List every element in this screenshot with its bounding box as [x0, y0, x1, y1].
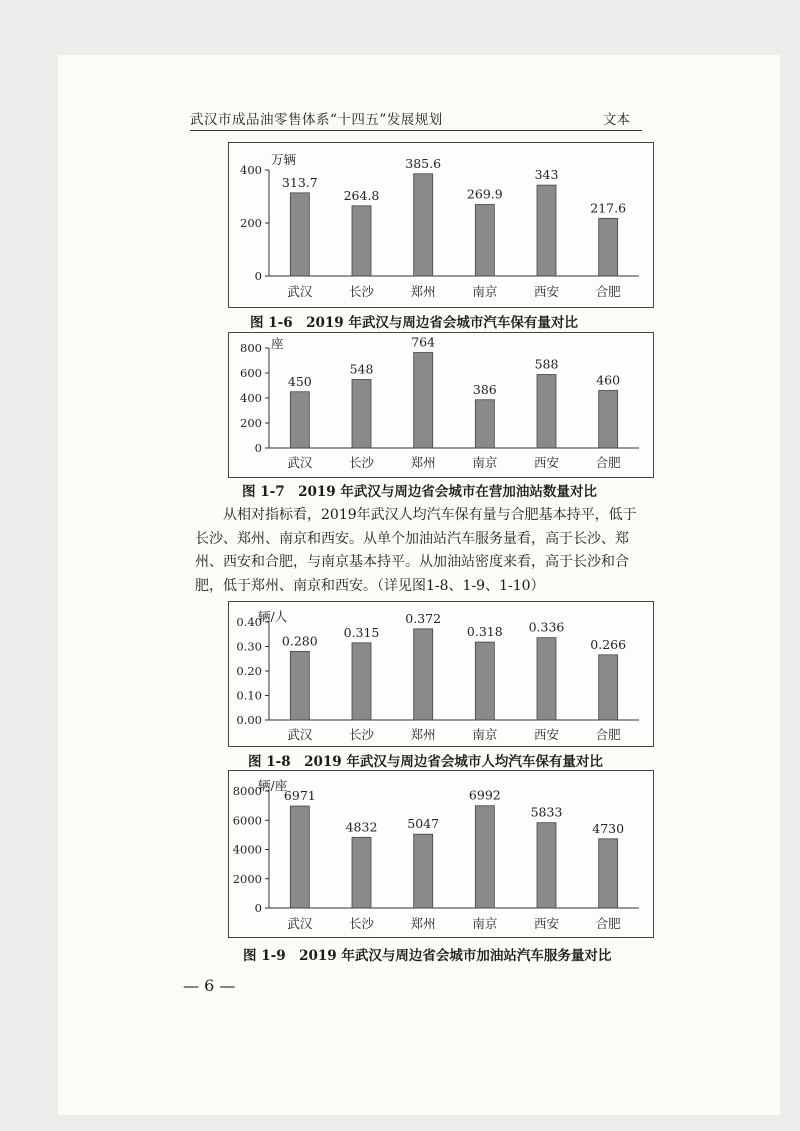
- caption-figure-1-9: 图 1-9 2019 年武汉与周边省会城市加油站汽车服务量对比: [243, 948, 612, 964]
- bar: [537, 375, 556, 449]
- bar: [475, 204, 494, 276]
- bar: [599, 839, 618, 908]
- y-axis-unit: 万辆: [271, 152, 297, 167]
- data-label: 6992: [468, 787, 501, 803]
- bar: [352, 380, 371, 449]
- bar: [290, 651, 309, 720]
- y-tick-label: 600: [240, 366, 262, 380]
- bar: [599, 391, 618, 449]
- bar: [290, 392, 309, 448]
- bar: [537, 823, 556, 908]
- data-label: 0.315: [343, 624, 380, 640]
- bar: [290, 806, 309, 908]
- bar: [290, 193, 309, 276]
- x-category-label: 长沙: [348, 916, 375, 931]
- x-category-label: 西安: [533, 727, 560, 742]
- x-category-label: 西安: [533, 455, 560, 470]
- x-category-label: 郑州: [410, 727, 436, 742]
- y-tick-label: 0.30: [236, 639, 262, 654]
- chart-vehicles-per-station: [228, 770, 654, 938]
- x-category-label: 合肥: [595, 727, 621, 742]
- data-label: 0.318: [466, 624, 503, 640]
- x-category-label: 西安: [533, 284, 560, 299]
- y-axis-unit: 辆/座: [258, 778, 288, 793]
- data-label: 313.7: [281, 174, 318, 190]
- data-label: 385.6: [405, 155, 442, 171]
- data-label: 4730: [592, 820, 625, 836]
- body-paragraph-text: 从相对指标看，2019年武汉人均汽车保有量与合肥基本持平，低于长沙、郑州、南京和西安。从单个加油站汽车服务量看，高于长沙、郑州、西安和合肥，与南京基本持平。从加油站密度来看，高于长沙和合肥，低于郑州、南京和西安。（详见图1-8、1-9、1-10）: [195, 507, 637, 594]
- bar: [599, 655, 618, 720]
- y-tick-label: 2000: [232, 871, 262, 886]
- x-category-label: 西安: [533, 916, 560, 931]
- x-category-label: 合肥: [595, 916, 621, 931]
- page-number: — 6 —: [183, 976, 236, 995]
- y-tick-label: 8000: [232, 784, 262, 798]
- x-category-label: 武汉: [287, 455, 313, 470]
- bar: [352, 206, 371, 276]
- data-label: 0.266: [590, 636, 627, 652]
- x-category-label: 武汉: [287, 727, 313, 742]
- y-axis-unit: 座: [271, 336, 284, 351]
- chart-gas-station-count-svg: [229, 333, 653, 477]
- bar: [414, 629, 433, 720]
- document-header-label: 文本: [603, 112, 630, 128]
- y-tick-label: 0: [254, 901, 262, 915]
- bar: [352, 837, 371, 908]
- x-category-label: 郑州: [410, 455, 436, 470]
- data-label: 764: [411, 334, 436, 350]
- bar: [537, 185, 556, 276]
- data-label: 343: [534, 167, 559, 183]
- bar: [475, 642, 494, 720]
- data-label: 269.9: [466, 186, 503, 202]
- caption-figure-1-8: 图 1-8 2019 年武汉与周边省会城市人均汽车保有量对比: [248, 754, 603, 770]
- x-category-label: 合肥: [595, 455, 621, 470]
- y-tick-label: 400: [240, 163, 262, 177]
- bar: [537, 638, 556, 720]
- document-header-title: 武汉市成品油零售体系“十四五”发展规划: [190, 112, 443, 128]
- y-axis-unit: 辆/人: [258, 609, 288, 624]
- x-category-label: 武汉: [287, 916, 313, 931]
- bar: [352, 643, 371, 720]
- data-label: 386: [472, 381, 497, 397]
- data-label: 0.336: [528, 619, 565, 635]
- bar: [599, 218, 618, 276]
- caption-figure-1-7: 图 1-7 2019 年武汉与周边省会城市在营加油站数量对比: [242, 484, 597, 500]
- bar: [414, 353, 433, 449]
- y-tick-label: 200: [240, 216, 262, 230]
- x-category-label: 南京: [472, 727, 498, 742]
- y-tick-label: 400: [240, 391, 262, 405]
- data-label: 5833: [530, 804, 563, 820]
- chart-vehicle-ownership: [228, 142, 654, 308]
- x-category-label: 南京: [472, 455, 498, 470]
- chart-vehicles-per-capita-svg: [229, 602, 653, 746]
- y-tick-label: 0.10: [236, 688, 262, 703]
- x-category-label: 郑州: [410, 916, 436, 931]
- y-tick-label: 0.40: [236, 615, 262, 629]
- data-label: 548: [349, 361, 374, 377]
- bar: [475, 400, 494, 448]
- chart-vehicles-per-station-svg: [229, 771, 653, 937]
- data-label: 4832: [345, 819, 378, 835]
- bar: [414, 174, 433, 276]
- data-label: 217.6: [590, 200, 627, 216]
- data-label: 0.280: [281, 633, 318, 649]
- data-label: 0.372: [405, 610, 442, 626]
- data-label: 5047: [407, 816, 440, 832]
- y-tick-label: 0: [254, 441, 262, 455]
- x-category-label: 郑州: [410, 284, 436, 299]
- y-tick-label: 0: [254, 269, 262, 283]
- caption-figure-1-6: 图 1-6 2019 年武汉与周边省会城市汽车保有量对比: [250, 315, 578, 331]
- chart-gas-station-count: [228, 332, 654, 478]
- data-label: 6971: [283, 788, 316, 804]
- bar: [475, 806, 494, 908]
- body-paragraph: [195, 504, 645, 598]
- y-tick-label: 0.00: [236, 713, 262, 727]
- bar: [414, 834, 433, 908]
- x-category-label: 长沙: [348, 284, 375, 299]
- data-label: 450: [287, 373, 312, 389]
- y-tick-label: 4000: [232, 842, 262, 857]
- x-category-label: 合肥: [595, 284, 621, 299]
- chart-vehicle-ownership-svg: [229, 143, 653, 307]
- y-tick-label: 200: [240, 416, 262, 430]
- y-tick-label: 6000: [232, 813, 262, 828]
- chart-vehicles-per-capita: [228, 601, 654, 747]
- header-divider: [190, 130, 642, 131]
- x-category-label: 武汉: [287, 284, 313, 299]
- x-category-label: 长沙: [348, 455, 375, 470]
- y-tick-label: 800: [240, 341, 262, 355]
- data-label: 588: [534, 356, 559, 372]
- data-label: 460: [596, 372, 621, 388]
- x-category-label: 南京: [472, 284, 498, 299]
- y-tick-label: 0.20: [236, 664, 262, 678]
- x-category-label: 南京: [472, 916, 498, 931]
- data-label: 264.8: [343, 187, 380, 203]
- x-category-label: 长沙: [348, 727, 375, 742]
